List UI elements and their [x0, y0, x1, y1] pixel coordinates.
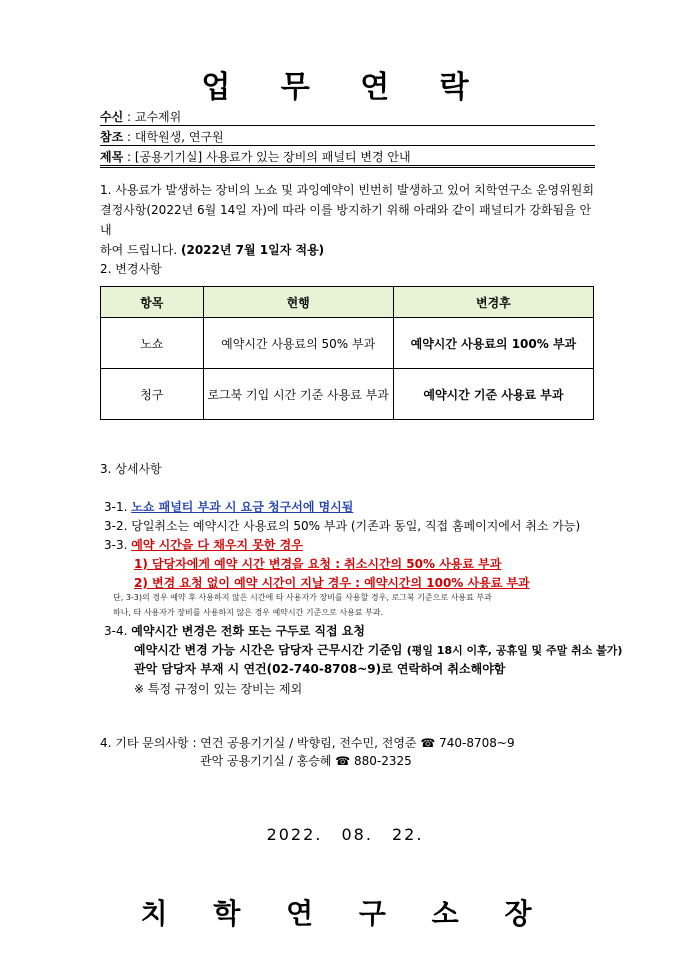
unfilled-time-heading: 예약 시간을 다 채우지 못한 경우 — [131, 538, 303, 552]
detail-sub-item-2: 2) 변경 요청 없이 예약 시간이 지날 경우 : 예약시간의 100% 사용료 부과 — [134, 576, 530, 590]
phone-number: 740-8708~9 — [439, 736, 515, 750]
document-date: 2022. 08. 22. — [266, 825, 424, 844]
detail-item-3-4-line3: 관악 담당자 부재 시 연건(02-740-8708~9)로 연락하여 취소해야함 — [134, 662, 506, 676]
table-header: 변경후 — [393, 287, 593, 318]
intro-line: 하여 드립니다. (2022년 7월 1일자 적용) — [100, 243, 325, 257]
table-cell: 예약시간 기준 사용료 부과 — [393, 369, 593, 420]
phone-number: 880-2325 — [354, 754, 412, 768]
detail-item-3-3: 3-3. 예약 시간을 다 채우지 못한 경우 — [104, 538, 303, 552]
reference-value: : 대학원생, 연구원 — [123, 130, 224, 144]
table-cell: 청구 — [101, 369, 204, 420]
contact-line-yeongeon: 4. 기타 문의사항 : 연건 공용기기실 / 박향림, 전수민, 전영준 ☎ 740-8708~9 — [100, 736, 515, 750]
signature: 치 학 연 구 소 장 — [140, 897, 550, 930]
effective-date: (2022년 7월 1일자 적용) — [181, 243, 325, 257]
changes-table — [100, 286, 594, 420]
table-row — [101, 318, 594, 369]
table-header: 현행 — [203, 287, 393, 318]
detail-note: 단, 3-3)의 경우 예약 후 사용하지 않은 시간에 타 사용자가 장비를 사용할 경우, 로그북 기준으로 사용료 부과 — [113, 593, 492, 602]
subject-label: 제목 — [100, 150, 124, 164]
detail-exception-note: ※ 특정 규정이 있는 장비는 제외 — [134, 682, 303, 696]
recipient-label: 수신 — [100, 110, 124, 124]
detail-item-3-2: 3-2. 당일취소는 예약시간 사용료의 50% 부과 (기존과 동일, 직접 홈페이지에서 취소 가능) — [104, 519, 581, 533]
intro-line: 결정사항(2022년 6월 14일 자)에 따라 이를 방지하기 위해 아래와 같이 패널티가 강화됨을 안내 — [100, 203, 592, 237]
table-cell: 예약시간 사용료의 50% 부과 — [203, 318, 393, 369]
intro-paragraph — [100, 180, 600, 260]
detail-note: 하나, 타 사용자가 장비를 사용하지 않은 경우 예약시간 기준으로 사용료 부과. — [113, 608, 384, 617]
table-cell: 노쇼 — [101, 318, 204, 369]
detail-item-3-4-line2: 예약시간 변경 가능 시간은 담당자 근무시간 기준임 (평일 18시 이후, 공휴일 및 주말 취소 불가) — [134, 643, 623, 657]
document-title: 업 무 연 락 — [201, 70, 489, 105]
reference-label: 참조 — [100, 130, 124, 144]
divider — [100, 125, 595, 126]
recipient-line — [100, 108, 181, 125]
phone-icon: ☎ — [335, 754, 351, 768]
table-cell: 예약시간 사용료의 100% 부과 — [393, 318, 593, 369]
contact-line-gwanak: 관악 공용기기실 / 홍승혜 ☎ 880-2325 — [200, 754, 412, 768]
double-divider — [100, 165, 595, 168]
table-row — [101, 369, 594, 420]
divider — [100, 145, 595, 146]
no-show-notice: 노쇼 패널티 부과 시 요금 청구서에 명시됨 — [131, 500, 354, 514]
reference-line — [100, 128, 224, 145]
table-cell: 로그북 기입 시간 기준 사용료 부과 — [203, 369, 393, 420]
section3-heading: 3. 상세사항 — [100, 462, 162, 476]
detail-item-3-1: 3-1. 노쇼 패널티 부과 시 요금 청구서에 명시됨 — [104, 500, 354, 514]
table-header-row — [101, 287, 594, 318]
section2-heading: 2. 변경사항 — [100, 262, 162, 276]
intro-line: 1. 사용료가 발생하는 장비의 노쇼 및 과잉예약이 빈번히 발생하고 있어 치학연구소 운영위원회 — [100, 183, 594, 197]
subject-line — [100, 148, 411, 165]
subject-value: : [공용기기실] 사용료가 있는 장비의 패널티 변경 안내 — [123, 150, 411, 164]
recipient-value: : 교수제위 — [123, 110, 182, 124]
phone-icon: ☎ — [420, 736, 436, 750]
detail-sub-item-1: 1) 담당자에게 예약 시간 변경을 요청 : 취소시간의 50% 사용료 부과 — [134, 557, 502, 571]
detail-item-3-4: 3-4. 예약시간 변경은 전화 또는 구두로 직접 요청 — [104, 624, 365, 638]
table-header: 항목 — [101, 287, 204, 318]
